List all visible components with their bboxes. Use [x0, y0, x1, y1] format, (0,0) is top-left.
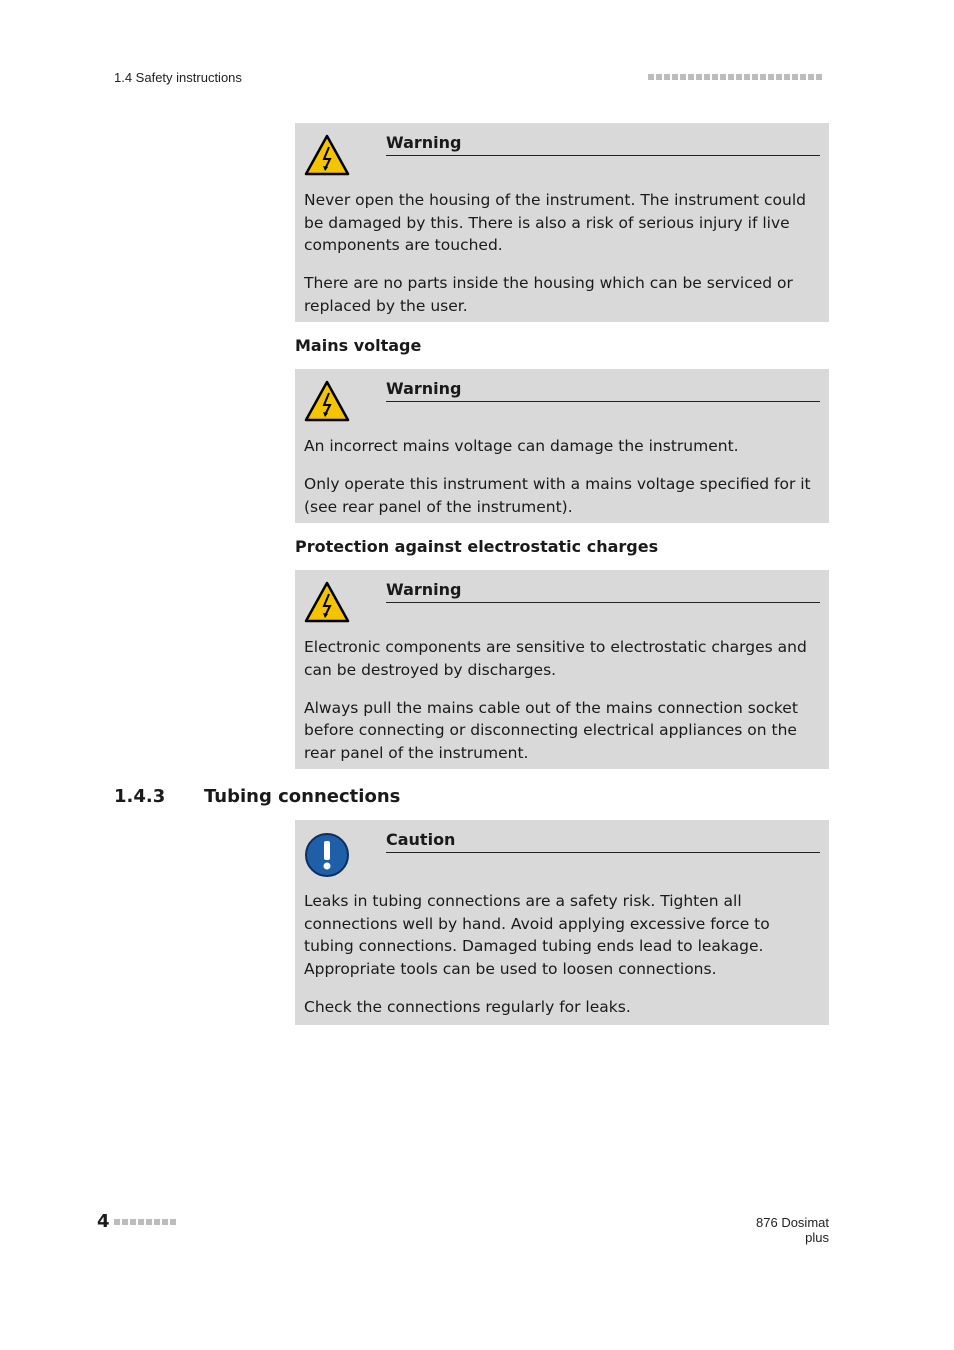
notice-title: Caution [386, 830, 820, 853]
notice-title: Warning [386, 379, 820, 402]
notice-paragraph: Electronic components are sensitive to electrostatic charges and can be destroyed by discharges. [304, 638, 807, 679]
running-header: 1.4 Safety instructions [114, 70, 242, 85]
warning-notice-electrostatic [295, 570, 829, 769]
warning-notice-housing [295, 123, 829, 322]
page-number: 4 [97, 1211, 110, 1232]
section-title: Tubing connections [204, 786, 401, 807]
header-decoration [648, 74, 822, 80]
subheading-mains-voltage: Mains voltage [295, 336, 422, 355]
notice-paragraph: Never open the housing of the instrument. The instrument could be damaged by this. There is also a risk of serious injury if live components are touched. [304, 191, 806, 254]
notice-paragraph: Check the connections regularly for leaks. [304, 997, 631, 1016]
notice-paragraph: Always pull the mains cable out of the mains connection socket before connecting or disconnecting electrical appliances on the rear panel of the instrument. [304, 698, 798, 762]
product-name: 876 Dosimat plus [756, 1215, 829, 1245]
caution-notice-tubing [295, 820, 829, 1025]
notice-title: Warning [386, 580, 820, 603]
electric-hazard-warning-icon [304, 134, 350, 176]
notice-title: Warning [386, 133, 820, 156]
notice-paragraph: There are no parts inside the housing which can be serviced or replaced by the user. [304, 274, 793, 315]
notice-paragraph: Only operate this instrument with a mains voltage specified for it (see rear panel of the instrument). [304, 475, 811, 516]
notice-paragraph: Leaks in tubing connections are a safety risk. Tighten all connections well by hand. Avoid applying excessive force to tubing connections. Damaged tubing ends lead to leakage. Appropriate tools can be used to loosen connections. [304, 892, 770, 978]
electric-hazard-warning-icon [304, 380, 350, 422]
notice-paragraph: An incorrect mains voltage can damage the instrument. [304, 437, 739, 455]
caution-exclamation-icon [304, 832, 350, 878]
section-number: 1.4.3 [114, 786, 166, 807]
warning-notice-mains-voltage [295, 369, 829, 523]
subheading-electrostatic: Protection against electrostatic charges [295, 537, 659, 556]
electric-hazard-warning-icon [304, 581, 350, 623]
footer-decoration [114, 1219, 176, 1225]
